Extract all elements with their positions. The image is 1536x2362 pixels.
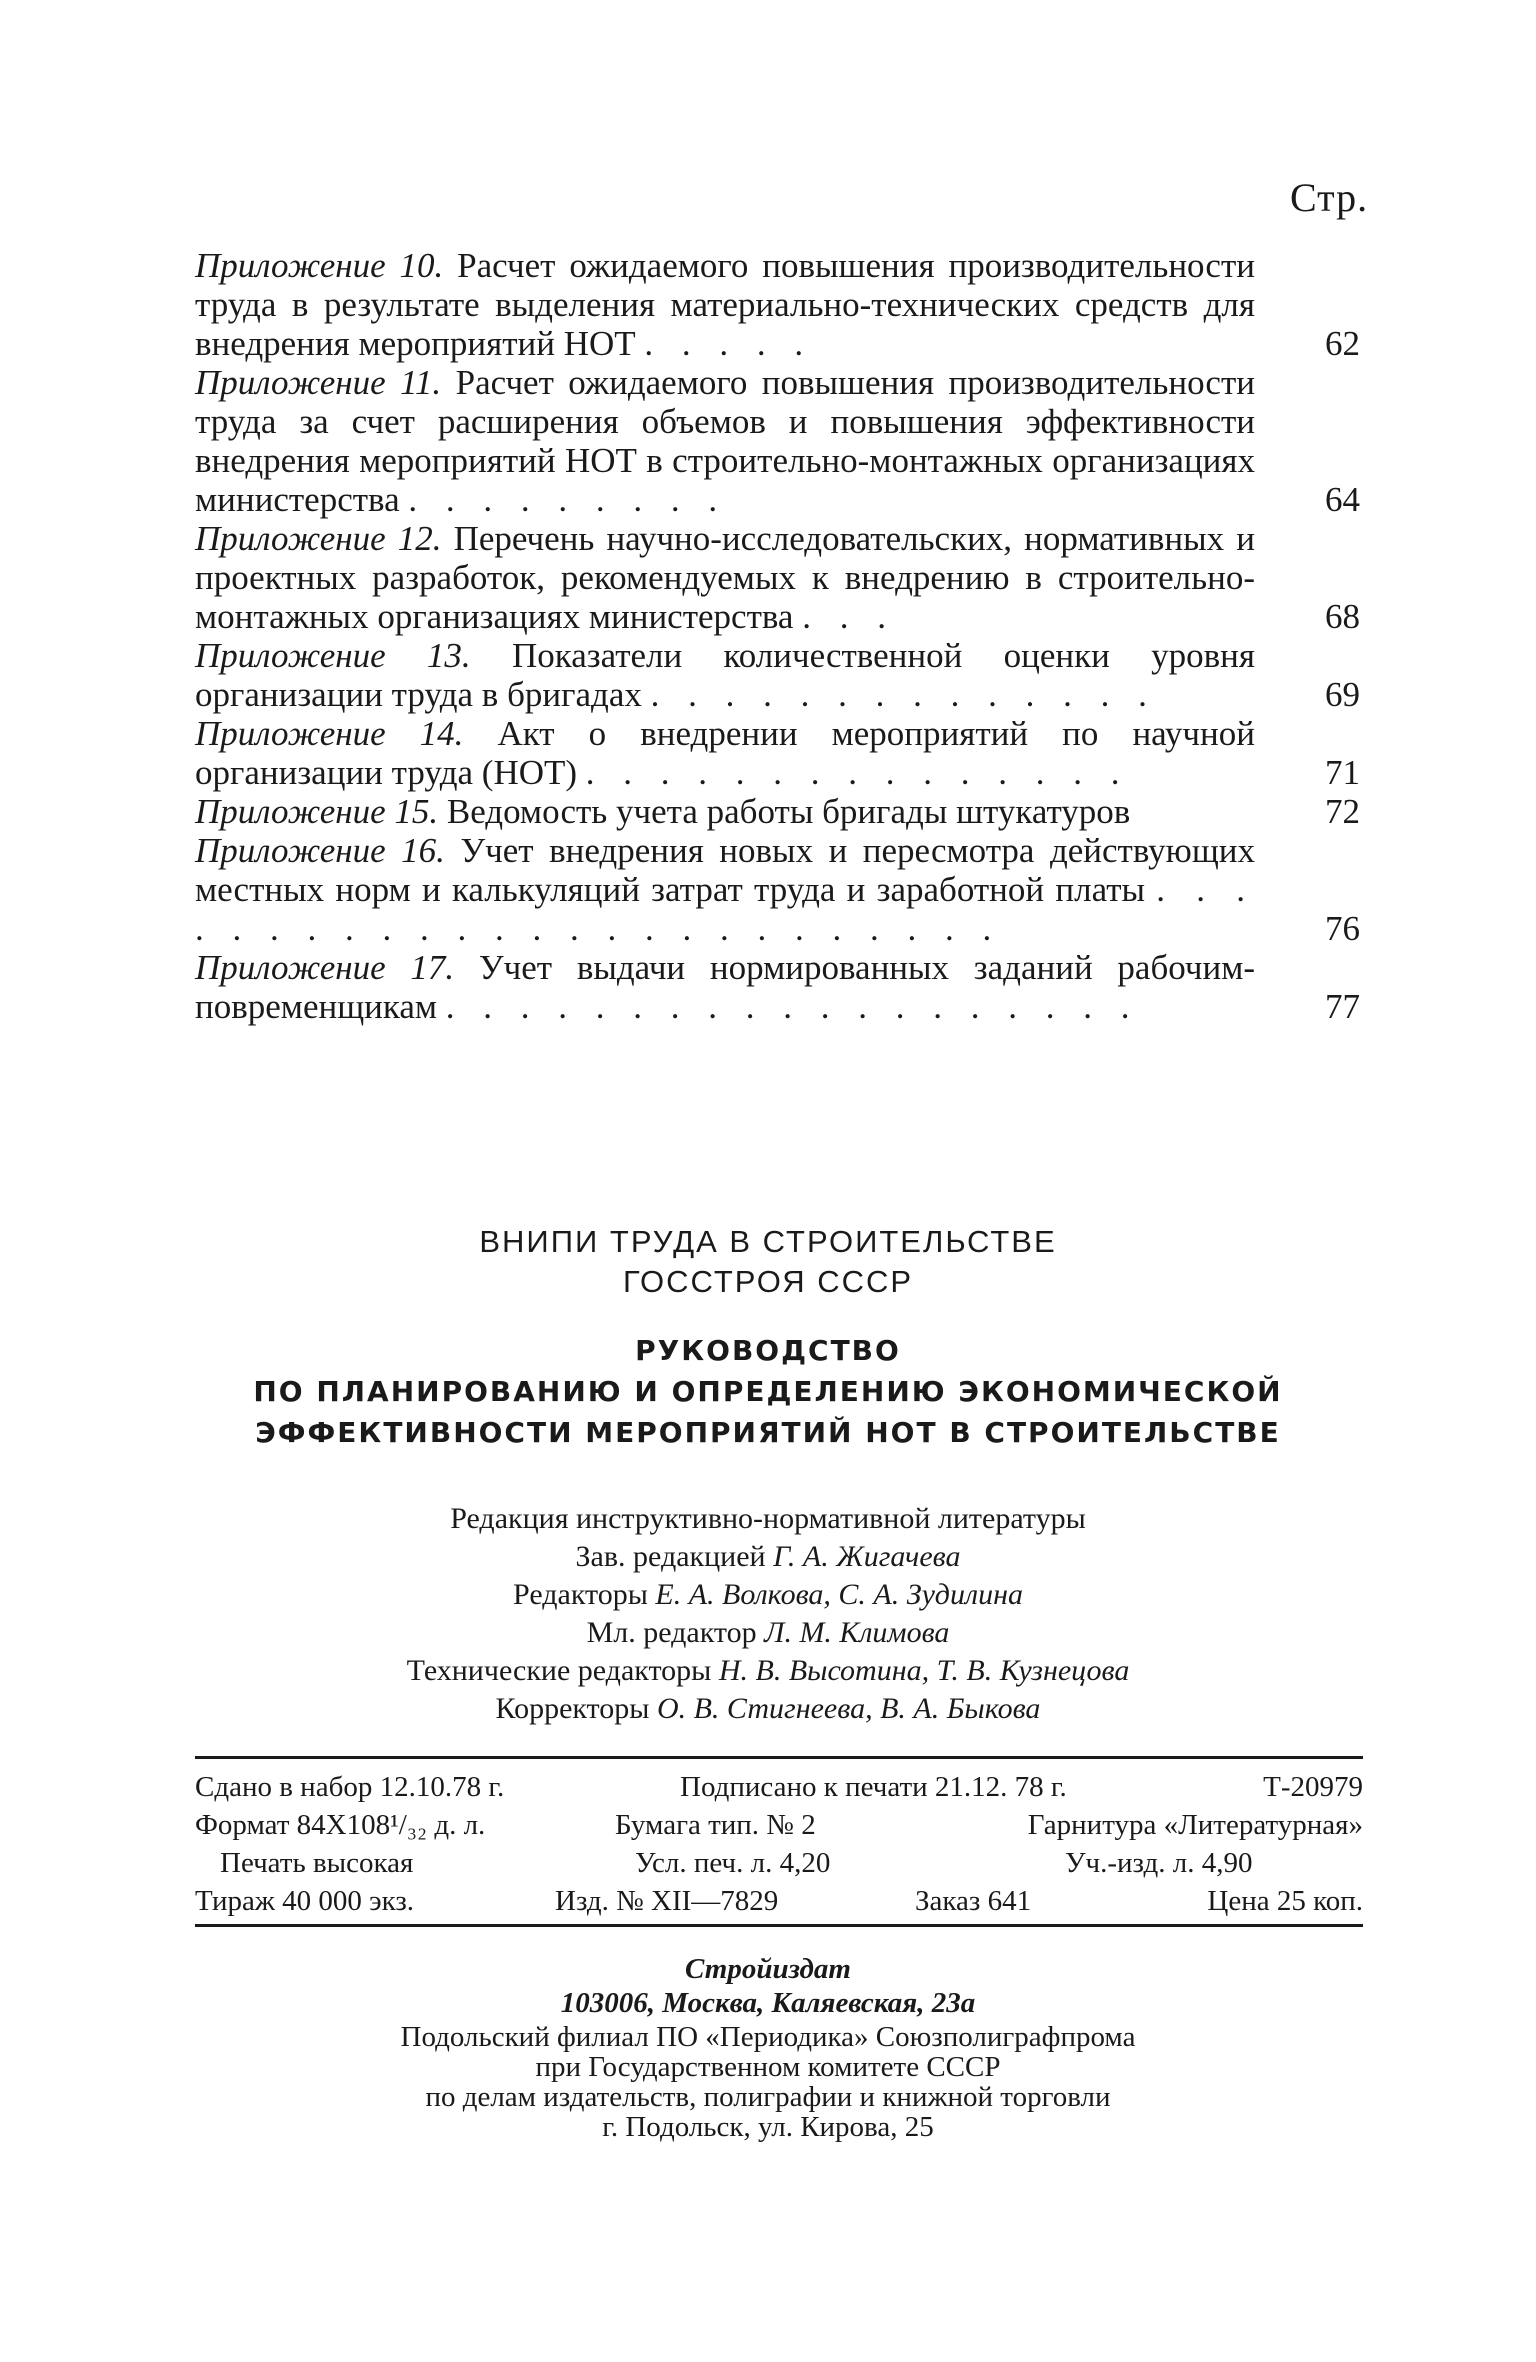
imprint-row [195, 1806, 1363, 1844]
editorial-office: Редакция инструктивно-нормативной литературы [450, 1502, 1086, 1535]
toc-page-number: 71 [1325, 753, 1360, 792]
toc-page-number: 62 [1325, 324, 1360, 363]
imprint-row [195, 1768, 1363, 1806]
imprint-cell: Сдано в набор 12.10.78 г. [195, 1771, 505, 1803]
imprint-cell: Гарнитура «Литературная» [1027, 1809, 1363, 1841]
printer-line: Подольский филиал ПО «Периодика» Союзполиграфпрома [400, 2021, 1136, 2053]
tech-editors-line [0, 1652, 1536, 1690]
toc-entry-lead: Приложение 14. [195, 714, 464, 753]
imprint-cell: Подписано к печати 21.12. 78 г. [680, 1771, 1067, 1803]
proofreaders-line [0, 1690, 1536, 1728]
imprint-cell: Печать высокая [220, 1847, 414, 1879]
credit-label: Корректоры [495, 1692, 650, 1725]
imprint-row [195, 1882, 1363, 1920]
toc-entry-12 [195, 519, 1360, 636]
toc-entry-text: Расчет ожидаемого повышения производительности труда за счет расширения объемов и повышения эффективности внедрения мероприятий НОТ в строительно-монтажных организациях министерства [195, 363, 1255, 519]
organization-block [0, 1222, 1536, 1302]
toc-entry-text: Учет внедрения новых и пересмотра действующих местных норм и калькуляций затрат труда и заработной платы [195, 831, 1255, 909]
toc-leader-dots: . . . [802, 597, 896, 636]
imprint-cell: Формат 84Х108¹/₃₂ д. л. [195, 1809, 486, 1841]
book-title [0, 1330, 1536, 1453]
toc-leader-dots: . . . . . . . . . [408, 480, 728, 519]
printer-line: г. Подольск, ул. Кирова, 25 [602, 2111, 934, 2143]
publisher-address: 103006, Москва, Каляевская, 23а [560, 1987, 976, 2019]
imprint-cell: Тираж 40 000 экз. [195, 1885, 415, 1917]
toc-leader-dots: . . . . . . . . . . . . . . . . . . . [445, 987, 1140, 1026]
toc-leader-dots: . . . . . . . . . . . . . . . . . . . . . . . . . [195, 870, 1256, 948]
toc-entry-17 [195, 948, 1360, 1026]
book-title-line: ПО ПЛАНИРОВАНИЮ И ОПРЕДЕЛЕНИЮ ЭКОНОМИЧЕСКОЙ [253, 1375, 1283, 1408]
imprint-cell: Бумага тип. № 2 [615, 1809, 816, 1841]
toc-entry-text: Ведомость учета работы бригады штукатуров [446, 792, 1131, 831]
imprint-row [195, 1844, 1363, 1882]
toc-entry-text: Показатели количественной оценки уровня организации труда в бригадах [195, 636, 1256, 714]
publisher-block [0, 1952, 1536, 2020]
imprint-bottom-rule [195, 1924, 1363, 1927]
organization-line: ГОССТРОЯ СССР [622, 1264, 914, 1299]
credit-label: Зав. редакцией [575, 1540, 766, 1573]
imprint-cell: Т-20979 [1263, 1771, 1363, 1803]
imprint-cell: Заказ 641 [915, 1885, 1032, 1917]
toc-leader-dots: . . . . . . . . . . . . . . [650, 675, 1157, 714]
printer-block [0, 2022, 1536, 2142]
toc-entry-15 [195, 792, 1360, 831]
toc-page-number: 64 [1325, 480, 1360, 519]
toc-entry-lead: Приложение 15. [195, 792, 439, 831]
book-title-line: ЭФФЕКТИВНОСТИ МЕРОПРИЯТИЙ НОТ В СТРОИТЕЛЬСТВЕ [255, 1416, 1281, 1449]
credit-label: Технические редакторы [406, 1654, 712, 1687]
credit-name: Н. В. Высотина, Т. В. Кузнецова [718, 1654, 1130, 1687]
toc-entry-text: Расчет ожидаемого повышения производительности труда в результате выделения материально-технических средств для внедрения мероприятий НОТ [195, 246, 1255, 363]
credit-name: Е. А. Волкова, С. А. Зудилина [655, 1578, 1023, 1611]
head-editor-line [0, 1538, 1536, 1576]
toc-page-number: 68 [1325, 597, 1360, 636]
publisher-name: Стройиздат [685, 1953, 851, 1985]
toc-page-number: 76 [1325, 909, 1360, 948]
imprint-cell: Изд. № XII—7829 [555, 1885, 779, 1917]
toc-page-number: 69 [1325, 675, 1360, 714]
imprint-cell: Цена 25 коп. [1207, 1885, 1363, 1917]
toc-page-number: 72 [1325, 792, 1360, 831]
imprint-cell: Уч.-изд. л. 4,90 [1065, 1847, 1253, 1879]
credit-label: Редакторы [513, 1578, 648, 1611]
imprint-block [195, 1768, 1363, 1920]
toc-entry-lead: Приложение 17. [195, 948, 455, 987]
credit-name: Л. М. Климова [764, 1616, 950, 1649]
toc-entry-lead: Приложение 13. [195, 636, 471, 675]
book-title-line: РУКОВОДСТВО [635, 1334, 901, 1367]
toc-entry-16 [195, 831, 1360, 948]
toc-leader-dots: . . . . . [644, 324, 814, 363]
credits-block [0, 1500, 1536, 1728]
organization-line: ВНИПИ ТРУДА В СТРОИТЕЛЬСТВЕ [479, 1224, 1057, 1259]
toc-entry-text: Перечень научно-исследовательских, нормативных и проектных разработок, рекомендуемых к внедрению в строительно-монтажных организациях министерства [195, 519, 1255, 636]
printer-line: по делам издательств, полиграфии и книжной торговли [425, 2081, 1111, 2113]
table-of-contents [195, 246, 1360, 1026]
toc-entry-text: Акт о внедрении мероприятий по научной организации труда (НОТ) [195, 714, 1255, 792]
credit-name: О. В. Стигнеева, В. А. Быкова [656, 1692, 1041, 1725]
toc-entry-13 [195, 636, 1360, 714]
editors-line [0, 1576, 1536, 1614]
toc-leader-dots: . . . . . . . . . . . . . . . [585, 753, 1130, 792]
toc-entry-11 [195, 363, 1360, 519]
credit-label: Мл. редактор [586, 1616, 757, 1649]
printer-line: при Государственном комитете СССР [535, 2051, 1001, 2083]
toc-entry-10 [195, 246, 1360, 363]
toc-entry-lead: Приложение 11. [195, 363, 442, 402]
toc-entry-text: Учет выдачи нормированных заданий рабочим-повременщикам [195, 948, 1256, 1026]
page-column-header: Стр. [1290, 175, 1369, 220]
toc-entry-lead: Приложение 16. [195, 831, 445, 870]
junior-editor-line [0, 1614, 1536, 1652]
toc-page-number: 77 [1325, 987, 1360, 1026]
toc-entry-14 [195, 714, 1360, 792]
imprint-top-rule [195, 1756, 1363, 1759]
toc-entry-lead: Приложение 10. [195, 246, 444, 285]
credit-name: Г. А. Жигачева [773, 1540, 961, 1573]
toc-entry-lead: Приложение 12. [195, 519, 442, 558]
imprint-cell: Усл. печ. л. 4,20 [635, 1847, 831, 1879]
